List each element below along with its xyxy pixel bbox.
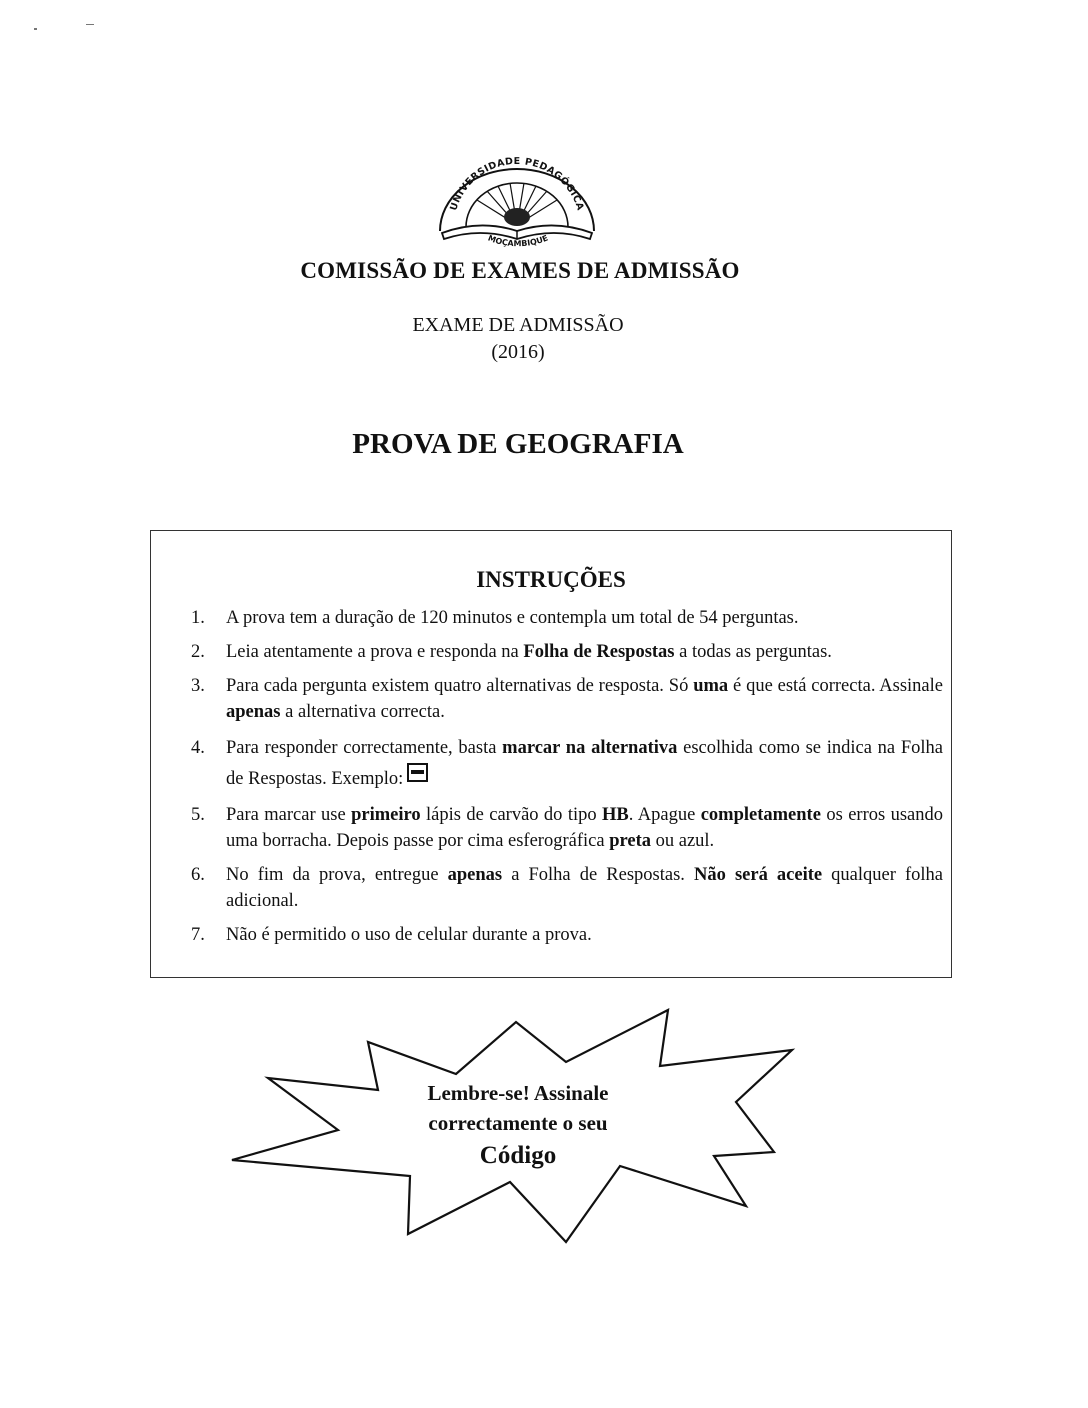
instruction-text: Não é permitido o uso de celular durante a prova. xyxy=(226,925,592,945)
reminder-text xyxy=(398,1078,638,1174)
instruction-item xyxy=(191,862,943,914)
exam-year: (2016) xyxy=(491,341,545,363)
instruction-number: 4. xyxy=(191,738,205,758)
instruction-text: No fim da prova, entregue apenas a Folha de Respostas. Não será aceite qualquer folha adicional. xyxy=(226,865,943,911)
instruction-item xyxy=(191,802,943,854)
instruction-number: 6. xyxy=(191,865,205,885)
instruction-number: 7. xyxy=(191,925,205,945)
instruction-text: Para cada pergunta existem quatro alternativas de resposta. Só uma é que está correcta. Assinale apenas a alternativa correcta. xyxy=(226,676,943,722)
instruction-text: Para responder correctamente, basta marcar na alternativa escolhida como se indica na Folha de Respostas. Exemplo: xyxy=(226,738,943,789)
subject-title: PROVA DE GEOGRAFIA xyxy=(352,428,684,460)
instruction-text: Leia atentamente a prova e responda na Folha de Respostas a todas as perguntas. xyxy=(226,642,832,662)
instruction-item xyxy=(191,605,943,631)
instruction-item xyxy=(191,673,943,725)
reminder-line-2: correctamente o seu xyxy=(428,1111,608,1135)
instruction-item xyxy=(191,639,943,665)
instructions-box xyxy=(150,530,952,978)
instruction-item xyxy=(191,733,943,794)
instructions-title: INSTRUÇÕES xyxy=(476,567,626,592)
instruction-text: Para marcar use primeiro lápis de carvão do tipo HB. Apague completamente os erros usando uma borracha. Depois passe por cima esferográfica preta ou azul. xyxy=(226,805,943,851)
university-seal-icon xyxy=(432,155,602,255)
marked-answer-example-icon xyxy=(407,763,428,782)
instruction-number: 3. xyxy=(191,676,205,696)
instruction-number: 5. xyxy=(191,805,205,825)
exam-title: EXAME DE ADMISSÃO xyxy=(412,314,624,336)
university-logo xyxy=(432,155,602,255)
reminder-line-3: Código xyxy=(479,1142,557,1169)
instructions-list xyxy=(191,605,943,956)
scan-speck xyxy=(86,24,94,25)
reminder-line-1: Lembre-se! Assinale xyxy=(427,1081,609,1105)
instruction-item xyxy=(191,922,943,948)
instruction-number: 1. xyxy=(191,608,205,628)
instruction-number: 2. xyxy=(191,642,205,662)
svg-text:MOÇAMBIQUE: MOÇAMBIQUE xyxy=(486,233,550,249)
scan-speck xyxy=(34,28,37,30)
svg-text:UNIVERSIDADE PEDAGÓGICA: UNIVERSIDADE PEDAGÓGICA xyxy=(448,155,586,213)
commission-heading: COMISSÃO DE EXAMES DE ADMISSÃO xyxy=(300,258,740,283)
instruction-text: A prova tem a duração de 120 minutos e contempla um total de 54 perguntas. xyxy=(226,608,799,628)
